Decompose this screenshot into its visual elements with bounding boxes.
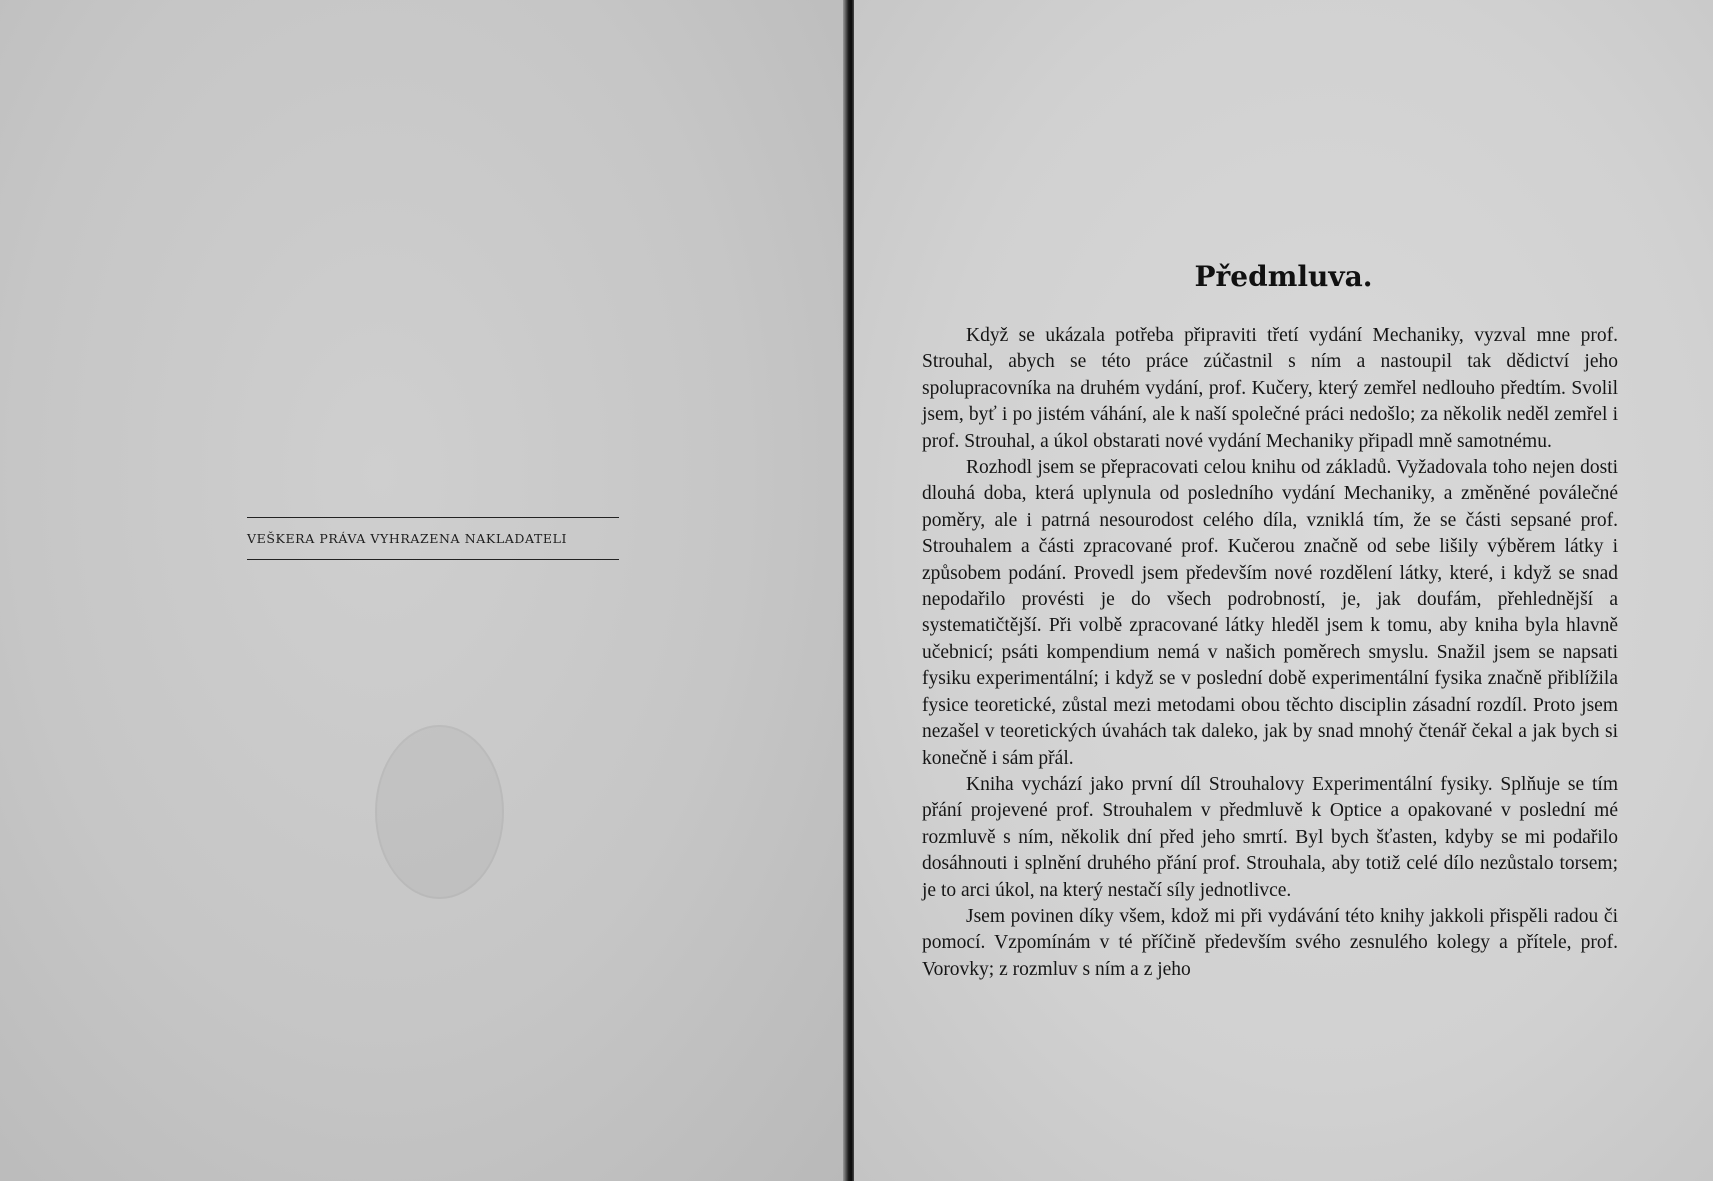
left-page [0,0,845,1181]
paragraph: Rozhodl jsem se přepracovati celou knihu od základů. Vyžadovala toho nejen dosti dlouhá doba, která uplynula od posledního vydání Mechaniky, a změněné poválečné poměry, ale i patrná nesourodost celého díla, vzniklá tím, že se části sepsané prof. Strouhalem a části zpracované prof. Kučerou značně od sebe lišily výběrem látky i způsobem podání. Provedl jsem především nové rozdělení látky, které, i když se snad nepodařilo provésti je do všech podrobností, je, jak doufám, přehlednější a systematičtější. Při volbě zpracované látky hleděl jsem k tomu, aby kniha byla hlavně učebnicí; psáti kompendium nemá v našich poměrech smyslu. Snažil jsem se napsati fysiku experimentální; i když se v poslední době experimentální fysika značně přiblížila fysice teoretické, zůstal mezi metodami obou těchto disciplin zásadní rozdíl. Proto jsem nezašel v teoretických úvahách tak daleko, jak by snad mnohý čtenář čekal a jak bych si konečně i sám přál. [922,457,1618,769]
paragraph: Jsem povinen díky všem, kdož mi při vydávání této knihy jakkoli přispěli radou či pomocí. Vzpomínám v té příčině především svého zesnulého kolegy a přítele, prof. Vorovky; z rozmluv s ním a z jeho [922,905,1618,980]
page-title: Předmluva. [1194,260,1373,293]
paragraph: Kniha vychází jako první díl Strouhalovy Experimentální fysiky. Splňuje se tím přání projevené prof. Strouhalem v předmluvě k Optice a opakované v poslední mé rozmluvě s ním, několik dní před jeho smrtí. Byl bych šťasten, kdyby se mi podařilo dosáhnouti i splnění druhého přání prof. Strouhala, aby totiž celé dílo nezůstalo torsem; je to arci úkol, na který nestačí síly jednotlivce. [922,773,1618,901]
bleed-through-emblem [375,725,504,899]
rights-notice-block [247,517,619,560]
preface-body [922,323,1618,983]
rights-notice: VEŠKERA PRÁVA VYHRAZENA NAKLADATELI [247,531,568,546]
top-rule [247,517,619,518]
paragraph: Když se ukázala potřeba připraviti třetí vydání Mechaniky, vyzval mne prof. Strouhal, abych se této práce zúčastnil s ním a nastoupil tak dědictví jeho spolupracovníka na druhém vydání, prof. Kučery, který zemřel nedlouho předtím. Svolil jsem, byť i po jistém váhání, ale k naší společné práci nedošlo; za několik neděl zemřel i prof. Strouhal, a úkol obstarati nové vydání Mechaniky připadl mně samotnému. [922,325,1618,452]
bottom-rule [247,559,619,560]
